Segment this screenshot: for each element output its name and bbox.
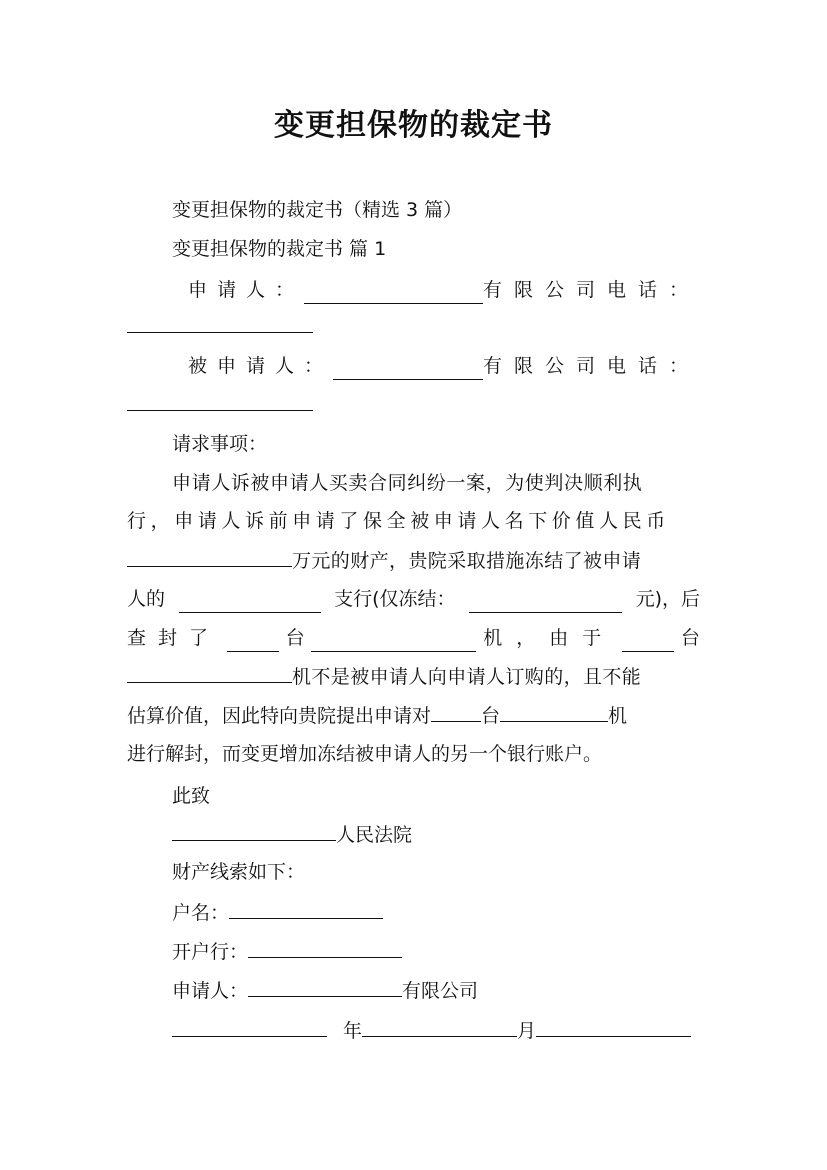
signer-name-blank <box>248 976 402 997</box>
respondent-row <box>188 352 700 380</box>
signer-label: 申请人： <box>172 980 249 1002</box>
body-line-5-d: 台 <box>680 627 700 649</box>
body-line-6 <box>127 662 641 691</box>
account-name-row <box>172 898 383 927</box>
bank-row <box>172 937 402 966</box>
closing-text: 此致 <box>172 785 211 807</box>
body-line-6-text: 机不是被申请人向申请人订购的，且不能 <box>292 666 642 688</box>
signer-row <box>172 976 478 1005</box>
applicant-phone-row <box>127 312 313 341</box>
date-row <box>172 1016 691 1045</box>
body-line-1: 申请人诉被申请人买卖合同纠纷一案，为使判决顺利执 <box>172 472 643 494</box>
date-year-label: 年 <box>343 1020 363 1042</box>
body-line-7-b: 台 <box>481 705 501 727</box>
body-line-3 <box>127 546 641 575</box>
applicant-row <box>188 276 700 304</box>
sealed-machine-blank <box>311 631 476 652</box>
respondent-name-blank <box>333 359 483 380</box>
respondent-label: 被申请人： <box>188 355 334 377</box>
date-year-blank <box>172 1016 327 1037</box>
document-subtitle: 变更担保物的裁定书（精选 3 篇） <box>172 199 463 221</box>
date-month-label: 月 <box>517 1020 537 1042</box>
body-line-3-text: 万元的财产，贵院采取措施冻结了被申请 <box>292 550 642 572</box>
frozen-amount-blank <box>469 592 622 613</box>
sealed-qty-blank <box>227 631 279 652</box>
unseal-qty-blank <box>431 701 481 722</box>
body-line-5-b: 台 <box>285 627 305 649</box>
body-line-8: 进行解封，而变更增加冻结被申请人的另一个银行账户。 <box>127 743 603 765</box>
amount-blank <box>127 546 292 567</box>
bank-blank <box>179 592 321 613</box>
court-name-blank <box>172 820 336 841</box>
bank-label: 开户行： <box>172 941 249 963</box>
section-heading: 变更担保物的裁定书 篇 1 <box>172 238 387 260</box>
respondent-company-suffix: 有限公司电话： <box>482 355 700 377</box>
body-line-7-c: 机 <box>608 705 628 727</box>
applicant-name-blank <box>304 283 483 304</box>
body-line-2: 行，申请人诉前申请了保全被申请人名下价值人民币 <box>127 510 670 532</box>
court-suffix: 人民法院 <box>336 824 413 846</box>
body-line-4 <box>127 585 700 613</box>
respondent-phone-row <box>127 390 313 419</box>
date-month-blank <box>362 1016 517 1037</box>
body-line-5 <box>127 624 700 652</box>
unordered-machine-blank <box>127 662 292 683</box>
body-line-7 <box>127 701 627 730</box>
respondent-phone-blank <box>127 390 313 411</box>
unordered-qty-blank <box>622 631 674 652</box>
account-name-blank <box>229 898 383 919</box>
account-name-label: 户名： <box>172 902 230 924</box>
body-line-5-a: 查封了 <box>127 627 221 649</box>
applicant-label: 申请人： <box>188 279 305 301</box>
property-heading: 财产线索如下： <box>172 861 306 883</box>
date-day-blank <box>536 1016 691 1037</box>
court-row <box>172 820 412 849</box>
document-title: 变更担保物的裁定书 <box>274 108 553 143</box>
applicant-company-suffix: 有限公司电话： <box>482 279 700 301</box>
body-line-7-a: 估算价值，因此特向贵院提出申请对 <box>127 705 432 727</box>
signer-suffix: 有限公司 <box>402 980 479 1002</box>
applicant-phone-blank <box>127 312 313 333</box>
request-heading: 请求事项： <box>172 433 268 455</box>
unseal-machine-blank <box>500 701 608 722</box>
body-line-5-c: 机，由于 <box>483 627 616 649</box>
body-line-4-c: 元)，后 <box>635 588 700 610</box>
body-line-4-a: 人的 <box>127 588 166 610</box>
body-line-4-b: 支行(仅冻结： <box>334 588 456 610</box>
bank-name-blank <box>248 937 402 958</box>
